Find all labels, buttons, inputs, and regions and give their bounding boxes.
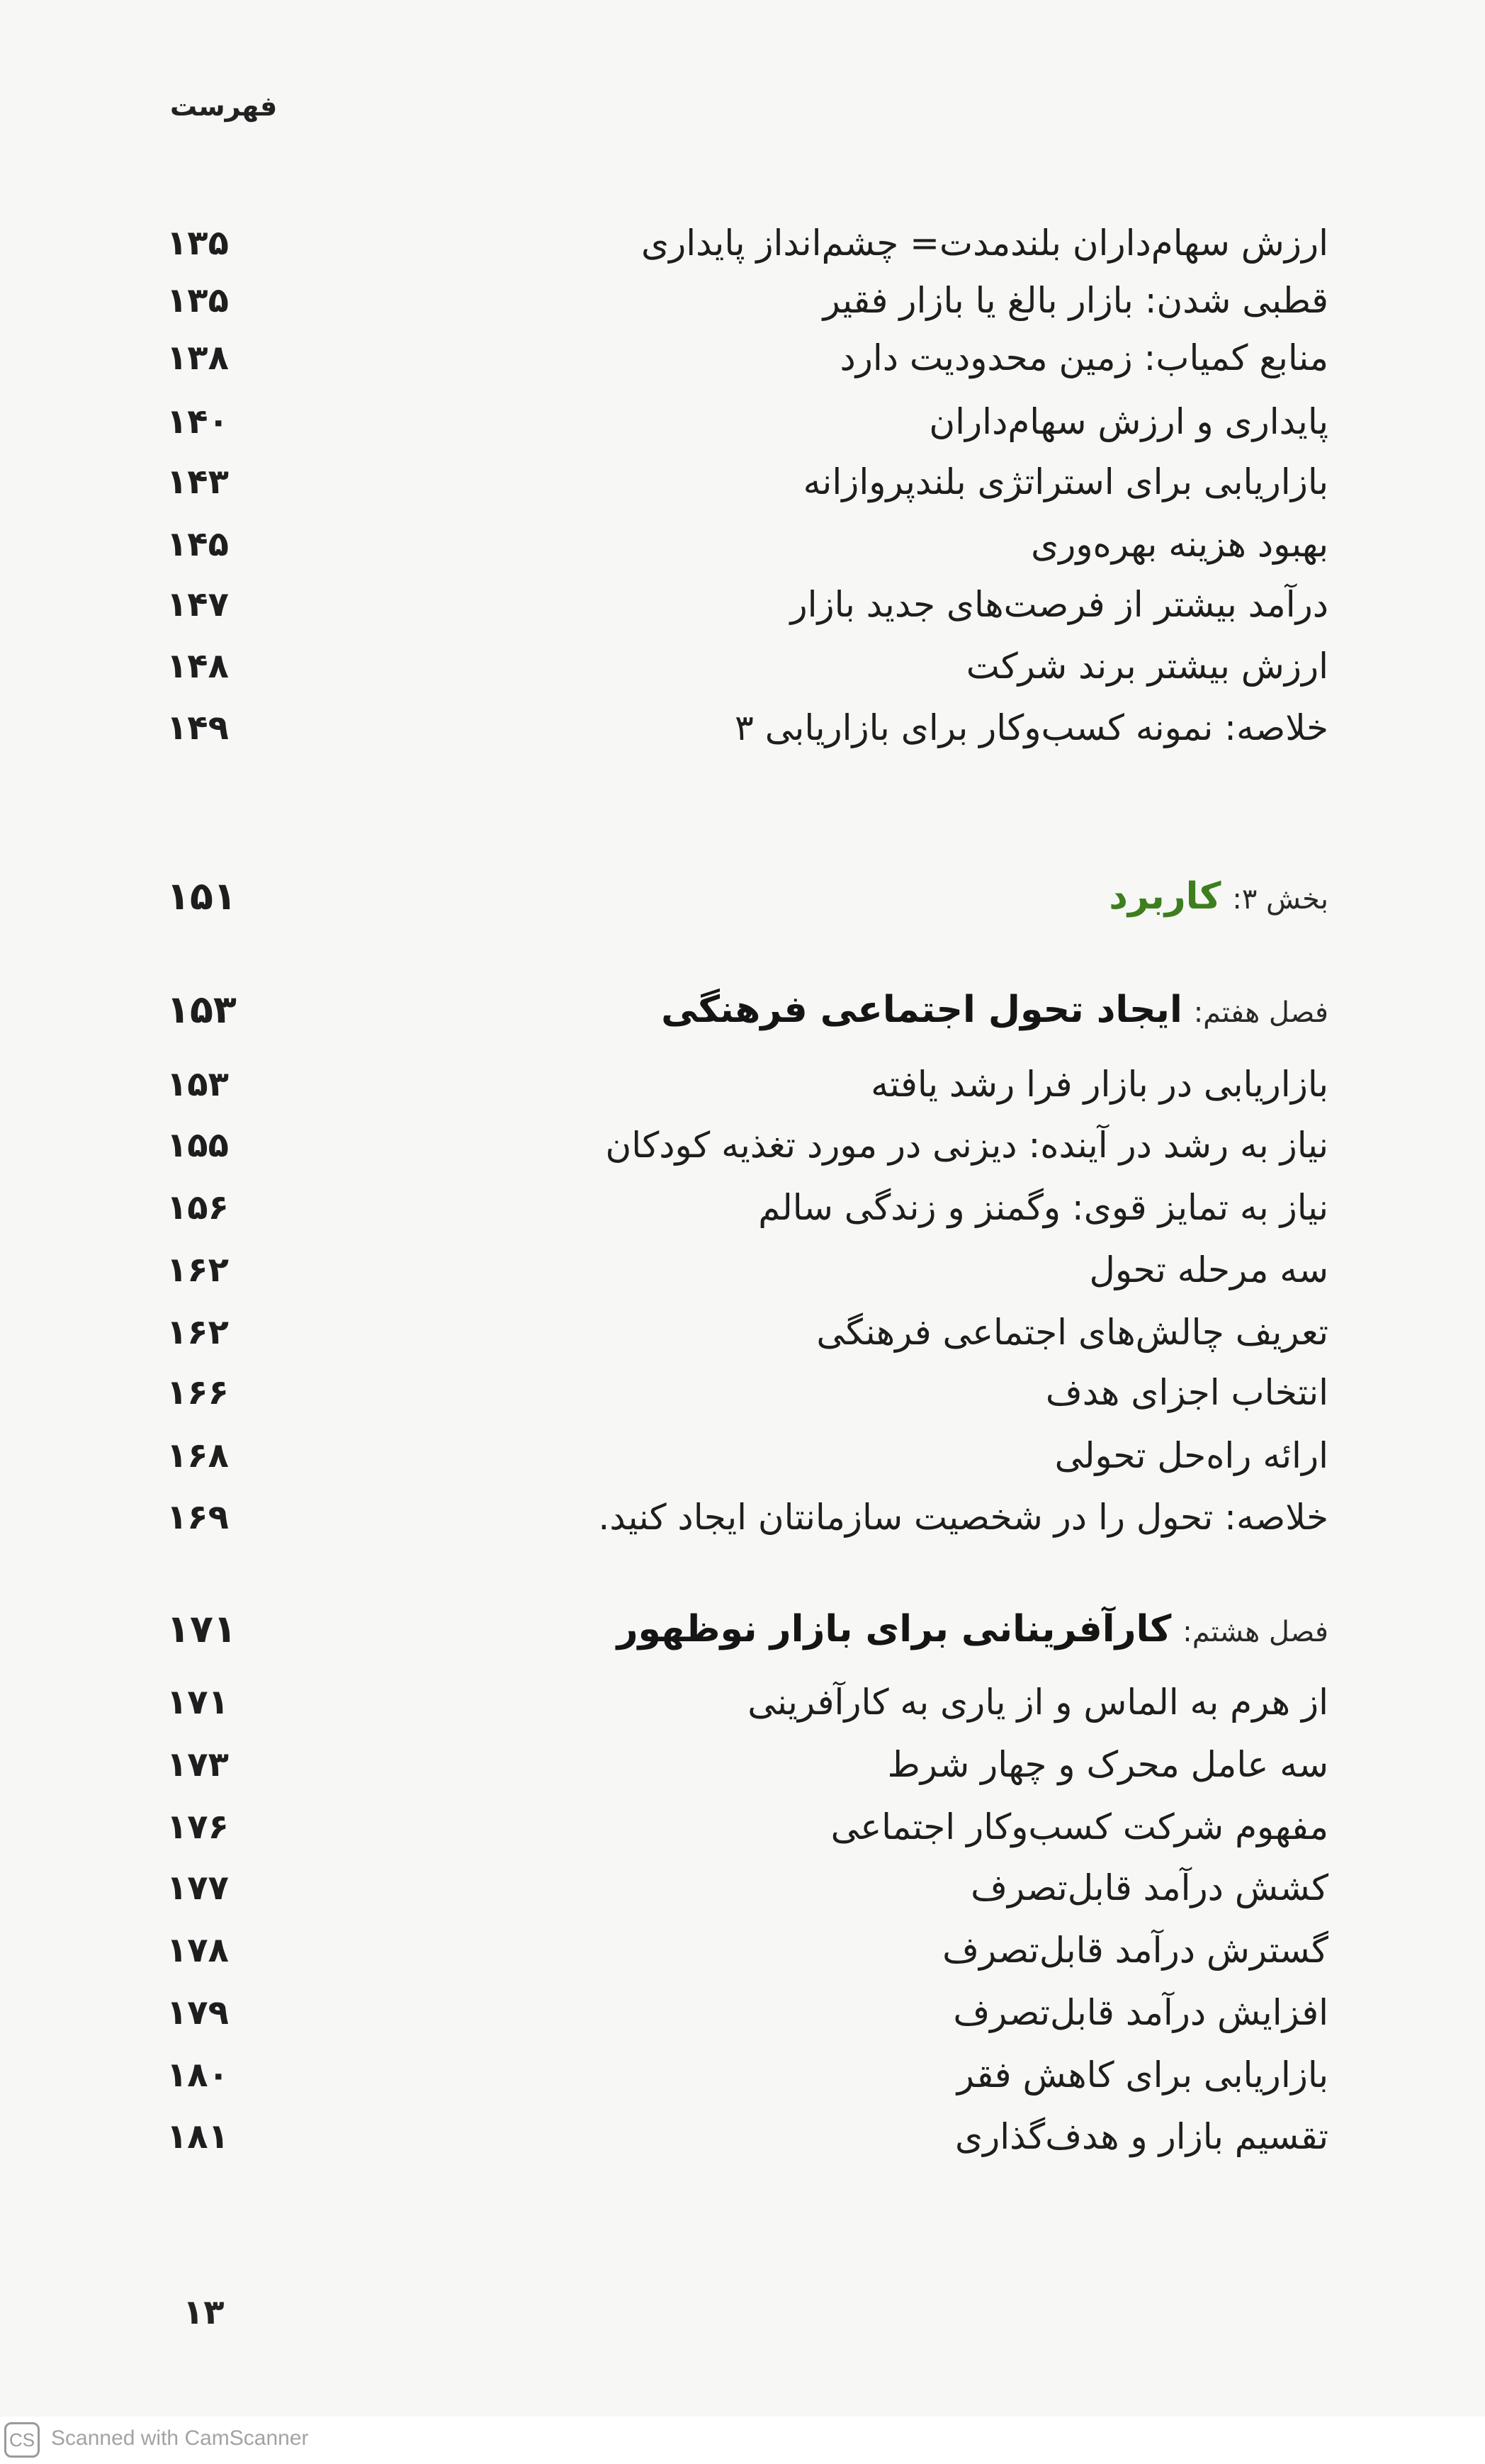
- toc-entry: [166, 454, 1328, 510]
- chapter-page: ۱۷۱: [166, 1607, 237, 1651]
- toc-entry-page: ۱۳۵: [166, 223, 229, 263]
- toc-entry-title: خلاصه: تحول را در شخصیت سازمانتان ایجاد کنید.: [598, 1497, 1328, 1538]
- toc-entry-page: ۱۴۹: [166, 708, 229, 748]
- toc-entry: [166, 1860, 1328, 1916]
- toc-entry: [166, 1117, 1328, 1174]
- section-page: ۱۵۱: [166, 874, 237, 918]
- toc-entry: [166, 1736, 1328, 1793]
- toc-entry: [166, 1242, 1328, 1298]
- camscanner-logo-icon: CS: [4, 2422, 40, 2458]
- toc-entry: [166, 1984, 1328, 2041]
- toc-entry-title: درآمد بیشتر از فرصت‌های جدید بازار: [790, 584, 1328, 625]
- toc-entry-title: قطبی شدن: بازار بالغ یا بازار فقیر: [823, 280, 1328, 321]
- toc-entry: [166, 330, 1328, 386]
- toc-entry-title: سه عامل محرک و چهار شرط: [887, 1744, 1328, 1785]
- section-heading: [166, 868, 1328, 925]
- toc-entry-title: افزایش درآمد قابل‌تصرف: [953, 1992, 1328, 2033]
- toc-entry-page: ۱۸۱: [166, 2117, 229, 2156]
- toc-entry-page: ۱۳۸: [166, 338, 229, 378]
- toc-entry-page: ۱۴۳: [166, 462, 229, 502]
- toc-entry: [166, 272, 1328, 329]
- toc-entry: [166, 215, 1328, 271]
- toc-entry-title: تعریف چالش‌های اجتماعی فرهنگی: [816, 1312, 1328, 1353]
- chapter-label: فصل هشتم:: [1182, 1616, 1328, 1648]
- chapter-heading: [166, 1601, 1328, 1658]
- toc-entry-page: ۱۷۸: [166, 1930, 229, 1970]
- toc-entry: [166, 1364, 1328, 1421]
- scanner-watermark: [0, 2417, 1485, 2464]
- running-header: فهرست: [170, 91, 278, 122]
- toc-entry-title: سه مرحله تحول: [1089, 1249, 1328, 1290]
- toc-entry-title: بازاریابی در بازار فرا رشد یافته: [871, 1064, 1328, 1105]
- toc-entry: [166, 1427, 1328, 1484]
- toc-entry-title: ارزش سهام‌داران بلندمدت= چشم‌انداز پایداری: [641, 223, 1328, 264]
- toc-entry-title: پایداری و ارزش سهام‌داران: [929, 401, 1328, 442]
- toc-entry-page: ۱۵۶: [166, 1188, 229, 1227]
- toc-entry-title: نیاز به تمایز قوی: وگمنز و زندگی سالم: [758, 1187, 1328, 1228]
- toc-entry-title: بهبود هزینه بهره‌وری: [1031, 524, 1328, 565]
- toc-entry: [166, 1179, 1328, 1236]
- toc-entry: [166, 1489, 1328, 1546]
- toc-entry-title: ارزش بیشتر برند شرکت: [966, 646, 1328, 687]
- chapter-name: ایجاد تحول اجتماعی فرهنگی: [661, 989, 1182, 1031]
- toc-entry-page: ۱۳۵: [166, 281, 229, 320]
- scanner-watermark-text: Scanned with CamScanner: [51, 2426, 309, 2450]
- chapter-label: فصل هفتم:: [1193, 996, 1328, 1029]
- chapter-heading: [166, 981, 1328, 1038]
- chapter-page: ۱۵۳: [166, 987, 237, 1032]
- toc-entry: [166, 516, 1328, 573]
- toc-entry: [166, 576, 1328, 633]
- toc-entry-page: ۱۷۹: [166, 1993, 229, 2032]
- toc-entry: [166, 699, 1328, 756]
- toc-entry: [166, 1799, 1328, 1855]
- toc-entry-page: ۱۶۲: [166, 1250, 229, 1290]
- toc-entry-title: کشش درآمد قابل‌تصرف: [971, 1867, 1328, 1908]
- toc-entry-title: تقسیم بازار و هدف‌گذاری: [954, 2116, 1328, 2157]
- toc-entry-title: بازاریابی برای کاهش فقر: [956, 2054, 1328, 2095]
- chapter-name: کارآفرینانی برای بازار نوظهور: [616, 1608, 1172, 1650]
- toc-entry-title: ارائه راه‌حل تحولی: [1054, 1435, 1328, 1476]
- toc-entry-title: منابع کمیاب: زمین محدودیت دارد: [840, 337, 1328, 378]
- toc-entry: [166, 1922, 1328, 1979]
- toc-entry-page: ۱۶۲: [166, 1312, 229, 1352]
- toc-entry-page: ۱۴۷: [166, 585, 229, 624]
- toc-entry-page: ۱۵۵: [166, 1125, 229, 1165]
- section-label: بخش ۳:: [1232, 883, 1328, 916]
- toc-entry-page: ۱۴۸: [166, 646, 229, 686]
- toc-entry: [166, 638, 1328, 694]
- chapter-heading-title: [661, 981, 1328, 1041]
- toc-entry-title: بازاریابی برای استراتژی بلندپروازانه: [803, 461, 1328, 502]
- toc-entry-page: ۱۴۵: [166, 524, 229, 564]
- toc-entry-page: ۱۷۶: [166, 1807, 229, 1847]
- toc-entry-page: ۱۸۰: [166, 2055, 229, 2095]
- toc-entry-title: از هرم به الماس و از یاری به کارآفرینی: [747, 1682, 1328, 1723]
- toc-entry: [166, 2047, 1328, 2103]
- toc-entry-page: ۱۶۶: [166, 1373, 229, 1412]
- toc-entry: [166, 1304, 1328, 1361]
- section-name: کاربرد: [1109, 875, 1221, 918]
- toc-entry-title: نیاز به رشد در آینده: دیزنی در مورد تغذیه کودکان: [605, 1125, 1328, 1166]
- toc-entry: [166, 393, 1328, 450]
- toc-entry: [166, 1674, 1328, 1731]
- toc-entry-title: مفهوم شرکت کسب‌وکار اجتماعی: [830, 1806, 1328, 1847]
- toc-entry-title: گسترش درآمد قابل‌تصرف: [942, 1930, 1328, 1971]
- chapter-heading-title: [617, 1601, 1328, 1660]
- toc-entry-page: ۱۷۳: [166, 1745, 229, 1784]
- toc-entry: [166, 1056, 1328, 1113]
- section-heading-title: [1109, 868, 1328, 928]
- toc-entry-page: ۱۷۱: [166, 1682, 229, 1722]
- toc-entry-page: ۱۵۳: [166, 1064, 229, 1104]
- toc-entry-page: ۱۷۷: [166, 1868, 229, 1908]
- toc-entry-page: ۱۶۹: [166, 1497, 229, 1537]
- toc-entry-title: خلاصه: نمونه کسب‌وکار برای بازاریابی ۳: [735, 707, 1328, 748]
- toc-entry-page: ۱۶۸: [166, 1436, 229, 1475]
- toc-entry-page: ۱۴۰: [166, 402, 229, 441]
- toc-entry-title: انتخاب اجزای هدف: [1045, 1372, 1328, 1413]
- page-number: ۱۳: [183, 2293, 225, 2332]
- toc-entry: [166, 2108, 1328, 2165]
